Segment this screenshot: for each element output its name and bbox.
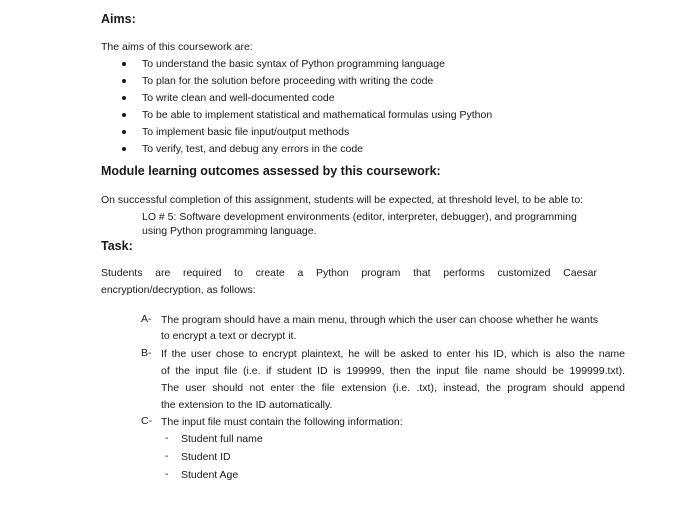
bullet-icon: [122, 79, 126, 83]
bullet-icon: [122, 113, 126, 117]
aims-intro: The aims of this coursework are:: [101, 41, 253, 53]
list-item-text: To understand the basic syntax of Python programming language: [142, 58, 445, 70]
task-heading: Task:: [101, 239, 133, 253]
task-item-line: to encrypt a text or decrypt it.: [161, 330, 297, 342]
list-letter: A-: [141, 313, 152, 325]
bullet-icon: [122, 130, 126, 134]
learning-outcome-line: using Python programming language.: [142, 225, 317, 237]
list-item-text: To write clean and well-documented code: [142, 92, 335, 104]
task-intro-line: Students are required to create a Python program that performs customized Caesar: [101, 267, 597, 279]
task-item-line: the extension to the ID automatically.: [161, 399, 333, 411]
list-item-text: To be able to implement statistical and mathematical formulas using Python: [142, 109, 493, 121]
task-item-line: The user should not enter the file extension (i.e. .txt), instead, the program should append: [161, 382, 625, 394]
bullet-icon: [122, 147, 126, 151]
list-item-text: To plan for the solution before proceeding with writing the code: [142, 75, 434, 87]
learning-outcome-line: LO # 5: Software development environments (editor, interpreter, debugger), and programming: [142, 211, 577, 223]
task-item-line: If the user chose to encrypt plaintext, he will be asked to enter his ID, which is also the name: [161, 348, 625, 360]
list-item-text: To verify, test, and debug any errors in the code: [142, 143, 364, 155]
dash-icon: -: [165, 450, 169, 462]
task-item-line: The program should have a main menu, through which the user can choose whether he wants: [161, 314, 599, 326]
task-item-line: of the input file (i.e. if student ID is 199999, then the input file name should be 199999.txt).: [161, 365, 625, 377]
task-intro-line: encryption/decryption, as follows:: [101, 284, 256, 296]
dash-icon: -: [165, 468, 169, 480]
aims-heading: Aims:: [101, 12, 136, 26]
list-item-text: Student Age: [181, 469, 239, 481]
list-letter: C-: [141, 415, 153, 427]
outcomes-heading: Module learning outcomes assessed by this coursework:: [101, 164, 441, 178]
list-letter: B-: [141, 347, 152, 359]
bullet-icon: [122, 62, 126, 66]
list-item-text: To implement basic file input/output methods: [142, 126, 350, 138]
list-item-text: Student ID: [181, 451, 231, 463]
list-item-text: Student full name: [181, 433, 263, 445]
outcomes-intro: On successful completion of this assignment, students will be expected, at threshold level, to be able to:: [101, 194, 584, 206]
dash-icon: -: [165, 432, 169, 444]
task-item-line: The input file must contain the following information:: [161, 416, 403, 428]
bullet-icon: [122, 96, 126, 100]
